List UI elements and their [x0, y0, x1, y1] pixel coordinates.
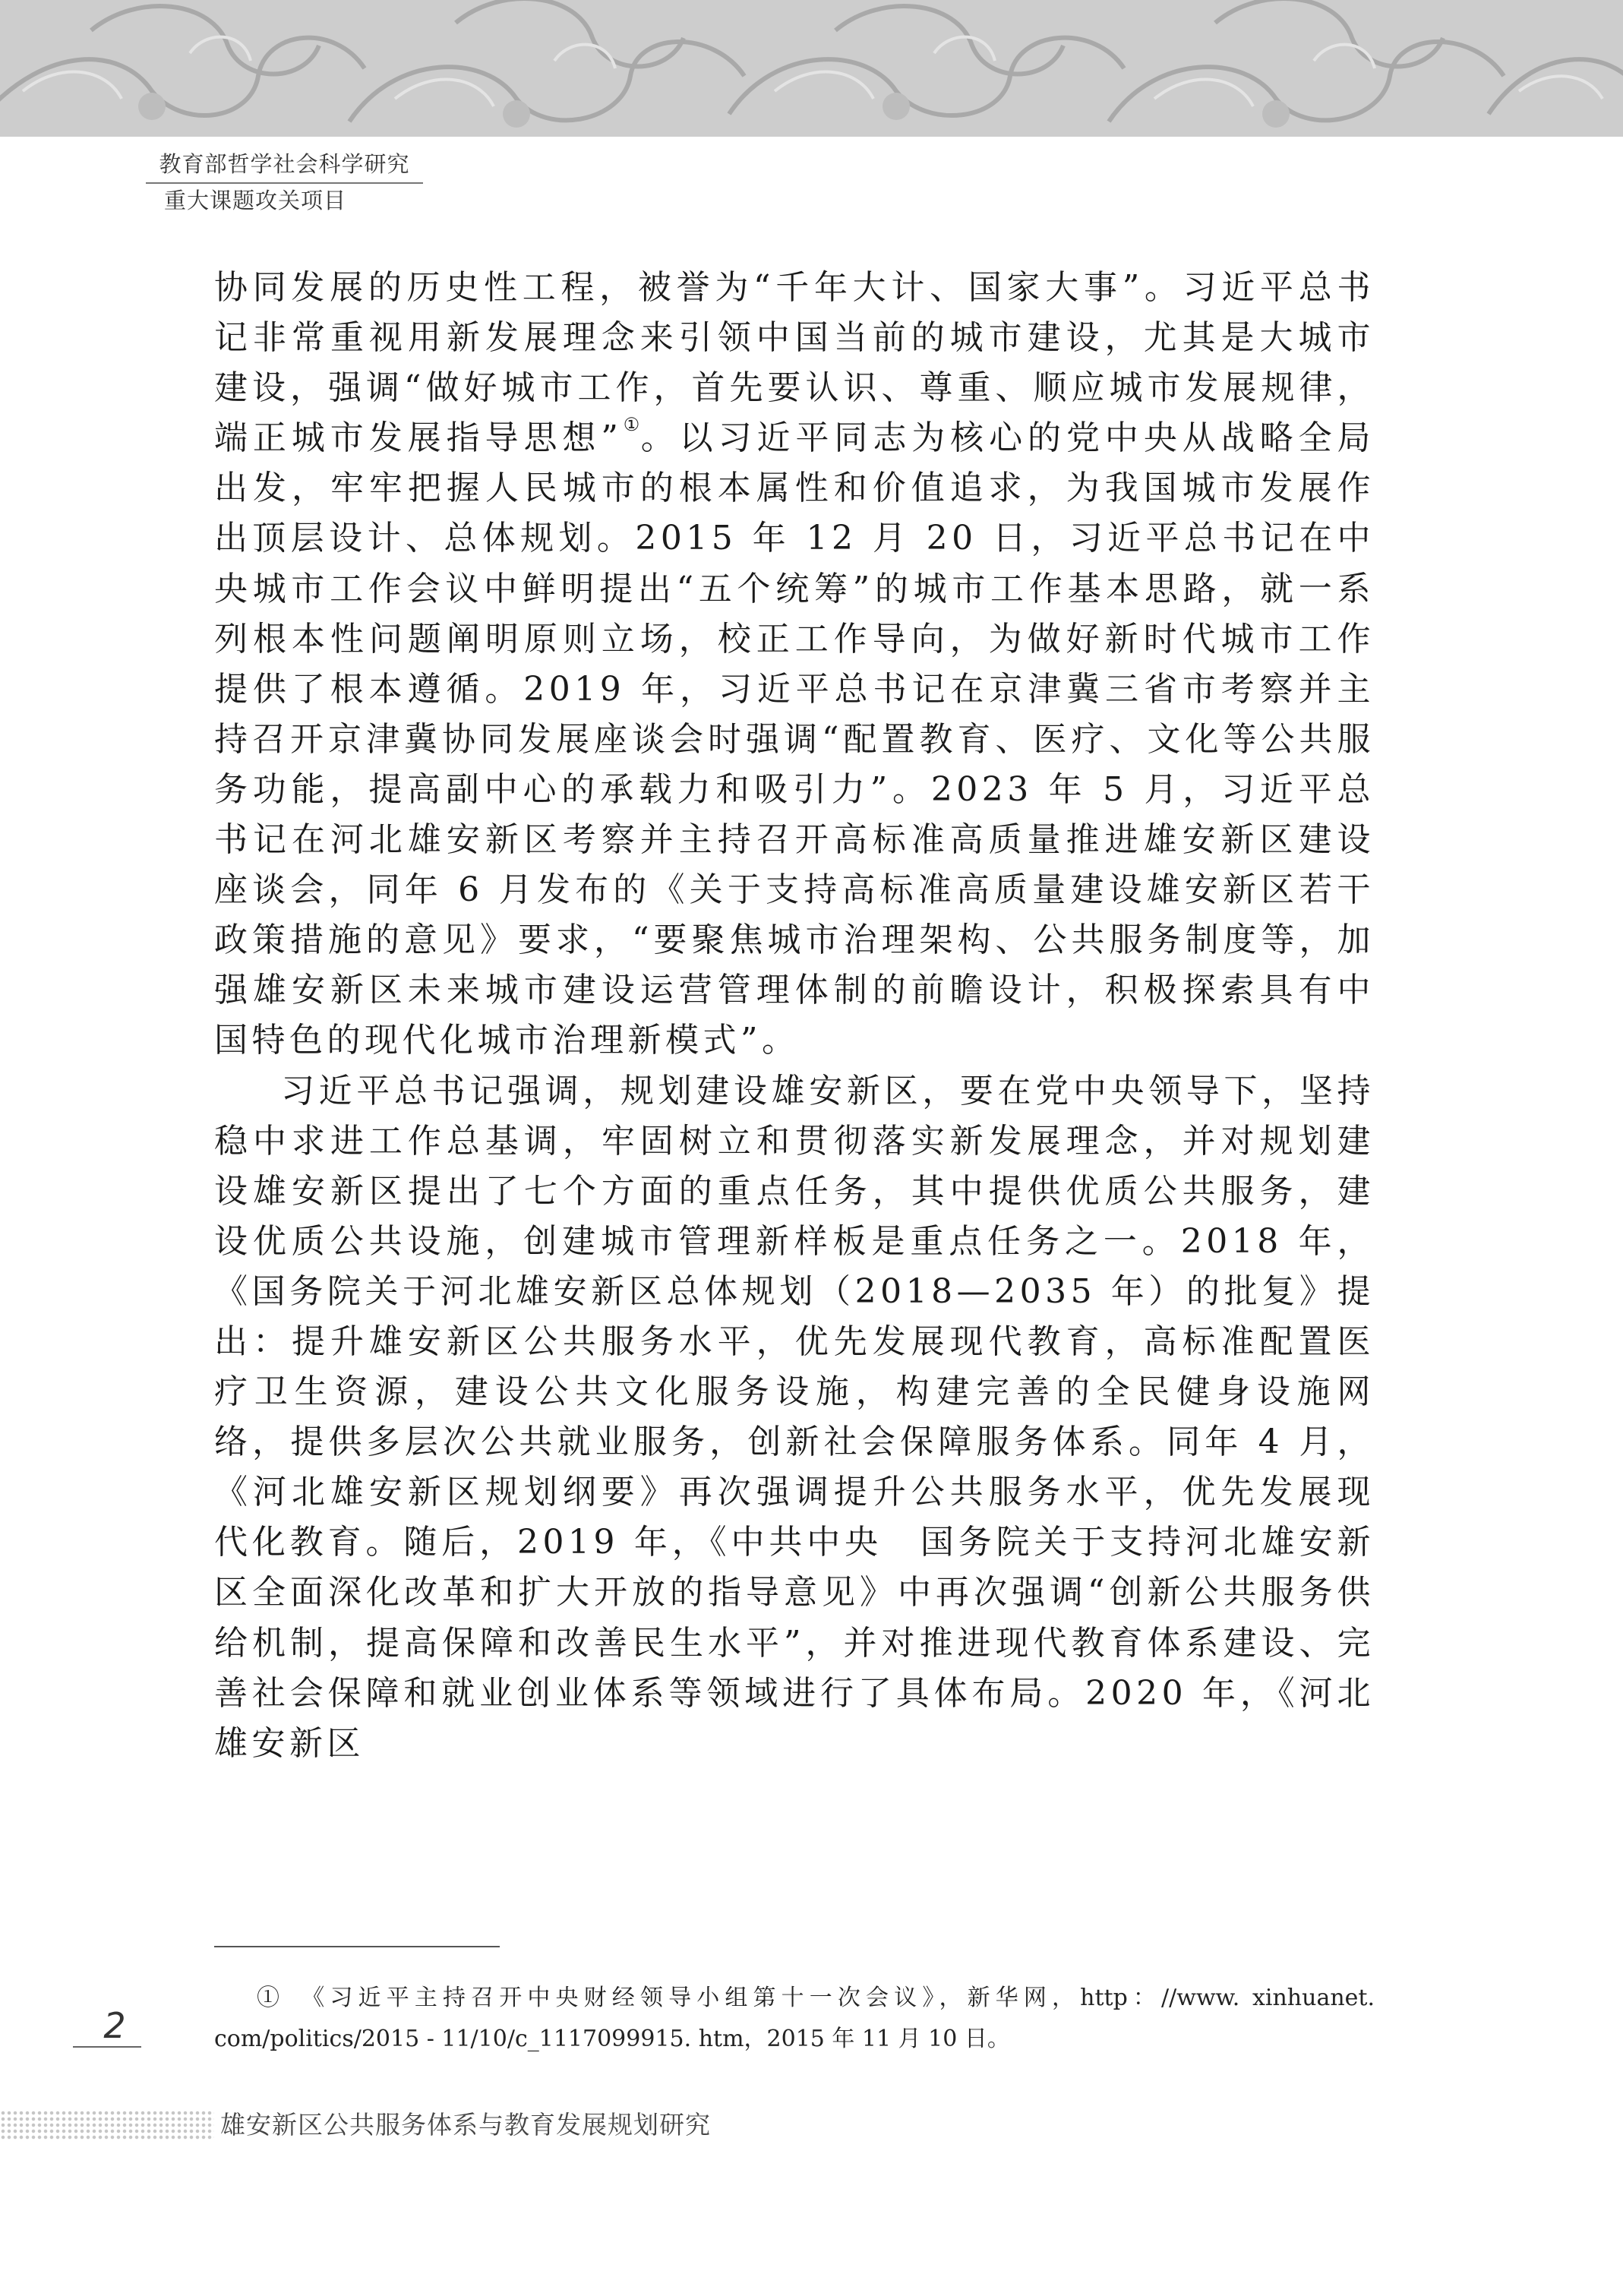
paragraph-2: 习近平总书记强调，规划建设雄安新区，要在党中央领导下，坚持稳中求进工作总基调，牢固树立和贯彻落实新发展理念，并对规划建设雄安新区提出了七个方面的重点任务，其中提供优质公共服务，建设优质公共设施，创建城市管理新样板是重点任务之一。2018 年，《国务院关于河北雄安新区总体规划（2018—2035 年）的批复》提出：提升雄安新区公共服务水平，优先发展现代教育，高标准配置医疗卫生资源，建设公共文化服务设施，构建完善的全民健身设施网络，提供多层次公共就业服务，创新社会保障服务体系。同年 4 月，《河北雄安新区规划纲要》再次强调提升公共服务水平，优先发展现代化教育。随后，2019 年，《中共中央 国务院关于支持河北雄安新区全面深化改革和扩大开放的指导意见》中再次强调“创新公共服务供给机制，提高保障和改善民生水平”，并对推进现代教育体系建设、完善社会保障和就业创业体系等领域进行了具体布局。2020 年，《河北雄安新区 [214, 1071, 1375, 1763]
body-text [214, 263, 1375, 1769]
cloud-pattern-graphic [0, 0, 1623, 137]
footnote-divider [214, 1946, 500, 1947]
page-number: 2 [103, 2005, 126, 2046]
book-title: 雄安新区公共服务体系与教育发展规划研究 [220, 2110, 711, 2140]
page-number-underline [73, 2046, 141, 2048]
footer-dot-pattern [0, 2110, 214, 2140]
paragraph-1-part-b: 。以习近平同志为核心的党中央从战略全局出发，牢牢把握人民城市的根本属性和价值追求，为我国城市发展作出顶层设计、总体规划。2015 年 12 月 20 日，习近平总书记在中央城市工作会议中鲜明提出“五个统筹”的城市工作基本思路，就一系列根本性问题阐明原则立场，校正工作导向，为做好新时代城市工作提供了根本遵循。2019 年，习近平总书记在京津冀三省市考察并主持召开京津冀协同发展座谈会时强调“配置教育、医疗、文化等公共服务功能，提高副中心的承载力和吸引力”。2023 年 5 月，习近平总书记在河北雄安新区考察并主持召开高标准高质量推进雄安新区建设座谈会，同年 6 月发布的《关于支持高标准高质量建设雄安新区若干政策措施的意见》要求，“要聚焦城市治理架构、公共服务制度等，加强雄安新区未来城市建设运营管理体制的前瞻设计，积极探索具有中国特色的现代化城市治理新模式”。 [214, 418, 1375, 1060]
footnote: ① 《习近平主持召开中央财经领导小组第十一次会议》，新华网，http：//www. xinhuanet. com/politics/2015 - 11/10/c_1117099915. htm，2015 年 11 月 10 日。 [214, 1985, 1375, 2052]
paragraph-1-part-a: 协同发展的历史性工程，被誉为“千年大计、国家大事”。习近平总书记非常重视用新发展理念来引领中国当前的城市建设，尤其是大城市建设，强调“做好城市工作，首先要认识、尊重、顺应城市发展规律，端正城市发展指导思想” [214, 268, 1375, 458]
footnote-ref-1: ① [622, 414, 641, 436]
paragraph-1 [214, 263, 1375, 1066]
series-title-line2: 重大课题攻关项目 [164, 188, 347, 213]
decorative-cloud-banner [0, 0, 1623, 137]
series-title-line1: 教育部哲学社会科学研究 [159, 151, 410, 177]
series-title [146, 149, 423, 215]
series-title-divider [146, 182, 423, 184]
